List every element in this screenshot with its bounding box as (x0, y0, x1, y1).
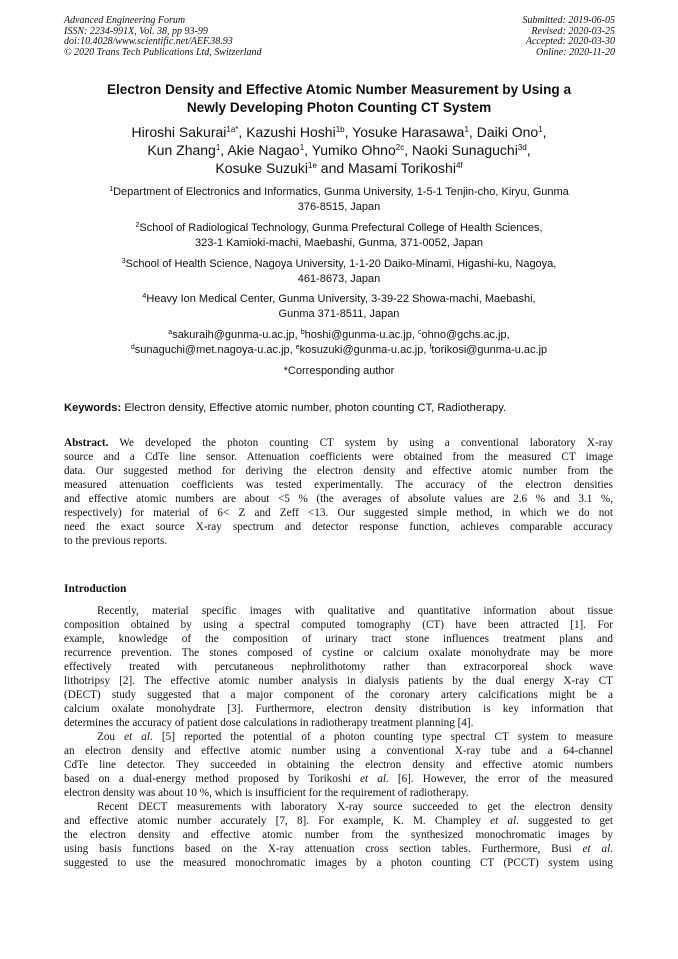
affiliation-sup: 3 (121, 258, 126, 265)
email-link[interactable]: sakuraih@gunma-u.ac.jp, (172, 329, 298, 341)
title-line-1: Electron Density and Effective Atomic Number Measurement by Using a (106, 82, 572, 97)
author-conjunction: and (320, 159, 345, 176)
email-list: $^a$sakuraih@gunma-u.ac.jp, $^b$hoshi@gunma-u.ac.jp, $^c$ohno@gchs.ac.jp, $^d$sunaguchi@met.nagoya-u.ac.jp, $^e$kosuzuki@gunma-u.ac.jp, $^f$torikosi@gunma-u.ac.jp (130, 329, 548, 356)
email-link[interactable]: ohno@gchs.ac.jp, (421, 329, 510, 341)
date-accepted: Accepted: 2020-03-30 (525, 36, 615, 48)
author-sup: 1e (308, 160, 317, 170)
paragraph-2: Zou et al. [5] reported the potential of a photon counting type spectral CT system to measure an electron density and effective atomic number using a conventional X-ray tube and a 64-channel CdTe line detector. They succeeded in obtaining the electron density and effective atomic numbers based on a dual-energy method proposed by Torikoshi et al. [6]. However, the error of the measured electron density was about 10 %, which is insufficient for the requirement of radiotherapy. (64, 731, 613, 799)
affiliation-text: School of Health Science, Nagoya University, 1-1-20 Daiko-Minami, Higashi-ku, Nagoya, (125, 258, 557, 270)
author-line-2: Kun Zhang$^1$, Akie Nagao$^1$, Yumiko Ohno$^{2c}$, Naoki Sunaguchi$^{3d}$, (147, 141, 531, 158)
author-name: Yosuke Harasawa (352, 124, 465, 140)
affiliation-3 (40, 257, 638, 287)
introduction-body (64, 604, 613, 870)
date-submitted: Submitted: 2019-06-05 (522, 15, 615, 26)
journal-copyright: © 2020 Trans Tech Publications Ltd, Switzerland (64, 46, 262, 58)
author-line-1: Hiroshi Sakurai$^{1a*}$, Kazushi Hoshi$^{1b}$, Yosuke Harasawa$^1$, Daiki Ono$^1$, (131, 124, 547, 140)
affiliation-text: School of Radiological Technology, Gunma Prefectural College of Health Sciences, (139, 222, 543, 234)
journal-issn: ISSN: 2234-991X, Vol. 38, pp 93-99 (64, 25, 208, 37)
date-revised: Revised: 2020-03-25 (531, 25, 615, 37)
section-heading: Introduction (64, 583, 127, 595)
title-line-2: Newly Developing Photon Counting CT System (186, 100, 492, 115)
author-name: Akie Nagao (227, 141, 300, 158)
affiliation-text: 323-1 Kamioki-machi, Maebashi, Gunma, 371-0052, Japan (195, 237, 483, 249)
corresponding-author: *Corresponding author (283, 365, 395, 377)
author-sup: 1a* (226, 125, 239, 134)
affiliation-text: Gunma 371-8511, Japan (278, 308, 400, 320)
affiliation-text: Heavy Ion Medical Center, Gunma University, 3-39-22 Showa-machi, Maebashi, (146, 293, 536, 305)
date-online: Online: 2020-11-20 (536, 46, 615, 58)
author-sup: 2c (395, 142, 405, 152)
affiliation-1 (40, 185, 638, 215)
email-link[interactable]: sunaguchi@met.nagoya-u.ac.jp, (134, 344, 293, 356)
author-name: Hiroshi Sakurai (131, 124, 227, 140)
author-sup: 1b (335, 125, 345, 134)
email-link[interactable]: torikosi@gunma-u.ac.jp (431, 344, 548, 356)
author-list (40, 124, 638, 177)
affiliation-sup: 2 (135, 222, 140, 229)
author-name: Kosuke Suzuki (215, 159, 308, 176)
author-sup: 3d (517, 142, 527, 152)
author-name: Naoki Sunaguchi (411, 141, 518, 158)
affiliation-4 (40, 292, 638, 322)
paragraph-3: Recent DECT measurements with laboratory X-ray source succeeded to get the electron density and effective atomic number accurately [7, 8]. For example, K. M. Champley et al. suggested to get the electron density and effective atomic number from the synthesized monochromatic images by using basis functions based on the X-ray attenuation cross section tables. Furthermore, Busi et al. suggested to use the measured monochromatic images by a photon counting CT (PCCT) system using (64, 801, 613, 869)
author-name: Kazushi Hoshi (246, 124, 336, 140)
journal-name: Advanced Engineering Forum (64, 15, 186, 26)
email-link[interactable]: hoshi@gunma-u.ac.jp, (304, 329, 415, 341)
journal-doi: doi:10.4028/www.scientific.net/AEF.38.93 (64, 36, 233, 48)
affiliation-sup: 1 (109, 186, 114, 193)
author-sup: 1 (464, 125, 469, 134)
publication-dates (523, 16, 616, 58)
abstract-label: Abstract. (64, 437, 109, 449)
email-link[interactable]: kosuzuki@gunma-u.ac.jp, (299, 344, 427, 356)
abstract: Abstract. We developed the photon counting CT system by using a conventional laboratory X-ray source and a CdTe line sensor. Attenuation coefficients were obtained from the measured CT image data. Our suggested method for deriving the electron density and effective atomic number from the measured attenuation coefficients was tested experimentally. The accuracy of the electron densities and effective atomic numbers are about <5 % (the averages of absolute values are 2.6 % and 3.1 %, respectively) for material of 6< Z and Zeff <13. Our suggested simple method, in which we do not need the exact source X-ray spectrum and detector response function, achieves comparable accuracy to the previous reports. (64, 437, 613, 547)
affiliation-text: 376-8515, Japan (297, 201, 381, 213)
affiliation-text: 461-8673, Japan (297, 273, 381, 285)
author-name: Kun Zhang (147, 141, 216, 158)
affiliation-sup: 4 (142, 293, 147, 300)
author-sup: 1 (215, 142, 221, 152)
paragraph-1: Recently, material specific images with qualitative and quantitative information about tissue composition obtained by using a spectral computed tomography (CT) have been attracted [1]. For example, knowledge of the composition of urinary tract stone influences treatment plans and recurrence prevention. The stones composed of cystine or calcium oxalate monohydrate may be more effectively treated with percutaneous nephrolithotomy rather than extracorporeal shock wave lithotripsy [2]. The effective atomic number analysis in dialysis patients by the dual energy X-ray CT (DECT) study suggested that a major component of the coronary artery calcifications might be a calcium oxalate monohydrate [3]. Furthermore, electron density distribution is key information that determines the accuracy of patient dose calculations in radiotherapy treatment planning [4]. (64, 605, 613, 729)
author-name: Masami Torikoshi (348, 159, 456, 176)
author-sup: 1 (299, 142, 305, 152)
keywords-label: Keywords: (64, 402, 122, 414)
journal-info (64, 16, 262, 58)
keywords (64, 401, 624, 415)
keywords-text: Electron density, Effective atomic number, photon counting CT, Radiotherapy. (124, 402, 507, 414)
author-name: Daiki Ono (476, 124, 539, 140)
author-sup: 1 (538, 125, 543, 134)
author-sup: 4f (455, 160, 463, 170)
affiliation-text: Department of Electronics and Informatics, Gunma University, 1-5-1 Tenjin-cho, Kiryu, Gunma (113, 186, 569, 198)
paper-title (40, 81, 638, 117)
author-name: Yumiko Ohno (311, 141, 396, 158)
author-line-3 (40, 160, 638, 178)
affiliation-2 (40, 221, 638, 251)
